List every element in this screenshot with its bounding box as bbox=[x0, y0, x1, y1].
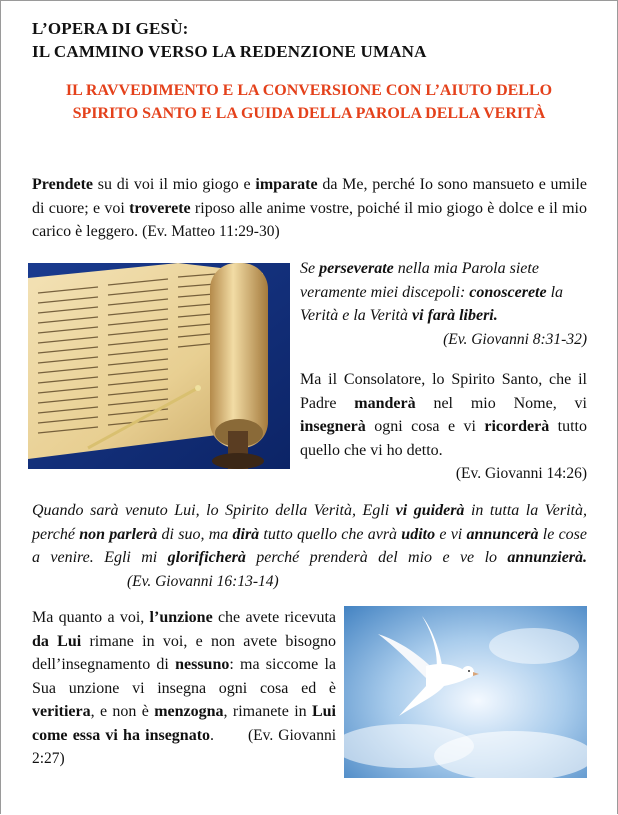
text: nel mio Nome, vi bbox=[415, 394, 587, 412]
emphasis: annuncerà bbox=[466, 525, 539, 543]
text: da Me, perché Io sono mansueto e umile di cuore; e voi bbox=[32, 176, 587, 217]
passage-giovanni-16 bbox=[32, 499, 587, 593]
passage-giovanni-14 bbox=[300, 368, 587, 486]
dove-image bbox=[344, 606, 587, 778]
text: e vi bbox=[435, 525, 467, 543]
emphasis: imparate bbox=[255, 176, 318, 193]
emphasis: udito bbox=[401, 525, 436, 543]
verse-reference: (Ev. Giovanni 2:27) bbox=[32, 726, 336, 767]
text: su di voi il mio giogo e bbox=[93, 176, 256, 193]
page-subtitle bbox=[21, 79, 597, 125]
passage-giovanni-2 bbox=[32, 606, 336, 771]
verse-reference: (Ev. Matteo 11:29-30) bbox=[142, 223, 280, 240]
emphasis: non parlerà bbox=[79, 525, 158, 543]
emphasis: vi farà liberi. bbox=[411, 307, 498, 324]
text: la Verità e la Verità bbox=[300, 283, 564, 324]
text: : ma siccome la Sua unzione vi insegna ogni cosa ed è bbox=[32, 656, 336, 697]
emphasis: troverete bbox=[129, 199, 191, 217]
text: in tutta la Verità, perché bbox=[32, 502, 587, 543]
scroll-icon bbox=[28, 263, 290, 469]
passage-body bbox=[300, 257, 587, 328]
emphasis: Prendete bbox=[32, 176, 94, 193]
page-title bbox=[32, 17, 427, 63]
dove-icon bbox=[344, 606, 587, 778]
text: che avete ricevuta bbox=[212, 609, 336, 626]
emphasis: veritiera bbox=[32, 703, 91, 720]
text: tutto quello che avrà bbox=[259, 525, 402, 543]
text: , rimanete in bbox=[223, 703, 312, 720]
verse-reference: (Ev. Giovanni 8:31-32) bbox=[443, 330, 587, 348]
text: . bbox=[210, 726, 215, 744]
text: Ma quanto a voi, bbox=[32, 609, 150, 626]
emphasis: menzogna bbox=[154, 703, 224, 720]
emphasis: vi guiderà bbox=[395, 502, 465, 519]
emphasis: manderà bbox=[354, 394, 416, 412]
text: riposo alle anime vostre, poiché il mio giogo è dolce e il mio carico è leggero. bbox=[32, 199, 588, 240]
text: perché prenderà del mio e ve lo bbox=[245, 549, 508, 566]
text: Quando sarà venuto Lui, lo Spirito della Verità, Egli bbox=[32, 502, 396, 519]
emphasis: Lui come essa vi ha insegnato bbox=[32, 703, 336, 744]
subtitle-line-1: IL RAVVEDIMENTO E LA CONVERSIONE CON L’AIUTO DELLO bbox=[65, 82, 553, 99]
torah-scroll-image bbox=[28, 263, 290, 469]
verse-reference: (Ev. Giovanni 14:26) bbox=[455, 465, 587, 482]
emphasis: annunzierà. bbox=[507, 549, 588, 566]
verse-reference: (Ev. Giovanni 16:13-14) bbox=[127, 572, 279, 590]
emphasis: glorificherà bbox=[167, 549, 246, 566]
text: tutto quello che vi ho detto. bbox=[300, 418, 588, 459]
subtitle-line-2: SPIRITO SANTO E LA GUIDA DELLA PAROLA DELLA VERITÀ bbox=[72, 105, 546, 122]
title-line-2: IL CAMMINO VERSO LA REDENZIONE UMANA bbox=[32, 42, 427, 61]
emphasis: conoscerete bbox=[469, 283, 547, 301]
text: le cose a venire. Egli mi bbox=[32, 525, 588, 566]
text: , e non è bbox=[90, 703, 155, 720]
emphasis: insegnerà bbox=[300, 418, 366, 435]
passage-body bbox=[300, 368, 587, 462]
passage-giovanni-8 bbox=[300, 257, 587, 351]
text: Se bbox=[300, 260, 320, 277]
emphasis: ricorderà bbox=[484, 418, 550, 435]
text: ogni cosa e vi bbox=[365, 418, 485, 435]
text: Ma il Consolatore, lo Spirito Santo, che il Padre bbox=[300, 371, 587, 412]
emphasis: l’unzione bbox=[149, 609, 213, 626]
emphasis: nessuno bbox=[175, 656, 230, 673]
emphasis: perseverate bbox=[319, 260, 394, 277]
emphasis: da Lui bbox=[32, 632, 82, 650]
text: nella mia Parola siete veramente miei discepoli: bbox=[300, 260, 539, 301]
title-line-1: L’OPERA DI GESÙ: bbox=[32, 19, 189, 38]
passage-matteo bbox=[32, 173, 587, 244]
text: di suo, ma bbox=[157, 525, 233, 543]
emphasis: dirà bbox=[232, 525, 260, 543]
text: rimane in voi, e non avete bisogno dell’insegnamento di bbox=[32, 632, 336, 673]
